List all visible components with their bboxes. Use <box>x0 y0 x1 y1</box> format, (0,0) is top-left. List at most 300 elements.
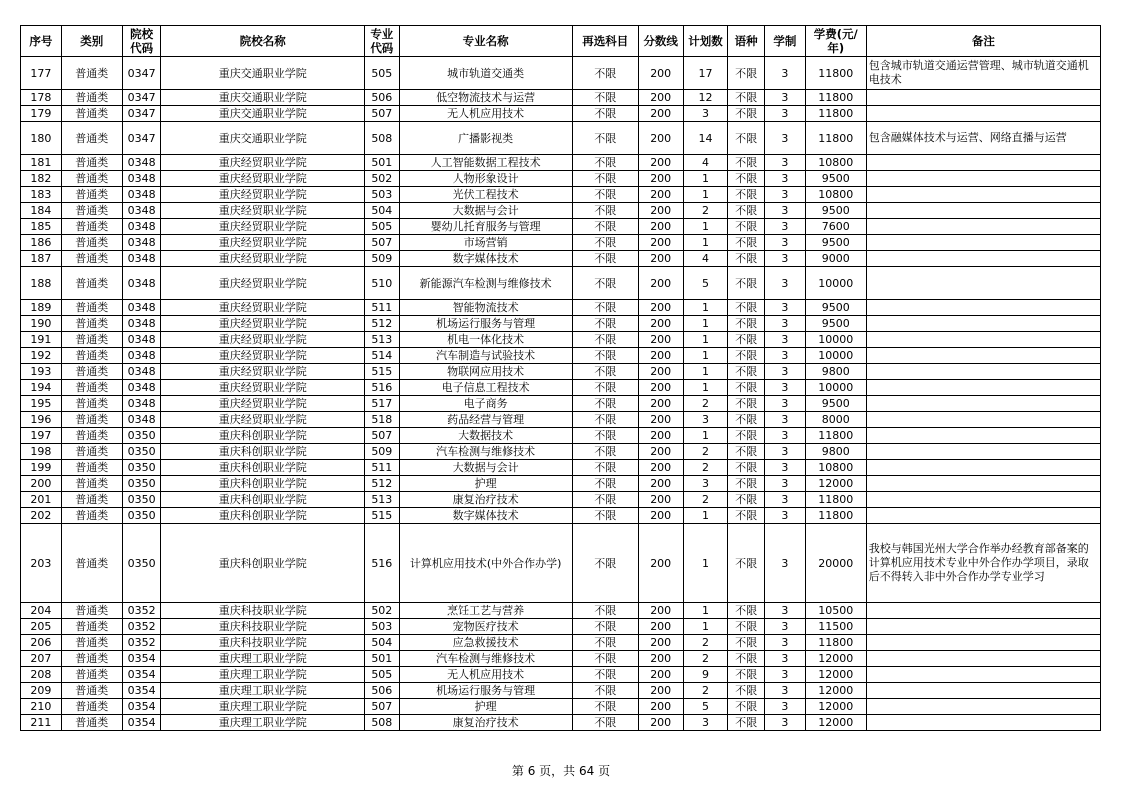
cell-col-seq: 205 <box>21 619 62 635</box>
cell-col-remark <box>866 699 1100 715</box>
cell-col-seq: 191 <box>21 332 62 348</box>
cell-col-category: 普通类 <box>61 619 122 635</box>
cell-col-plan: 2 <box>683 651 728 667</box>
cell-col-score: 200 <box>638 251 683 267</box>
cell-col-remark <box>866 267 1100 300</box>
cell-col-language: 不限 <box>728 699 765 715</box>
cell-col-score: 200 <box>638 235 683 251</box>
cell-col-school-code: 0348 <box>122 396 161 412</box>
cell-col-tuition: 9500 <box>805 203 866 219</box>
table-row <box>21 380 1101 396</box>
cell-col-school-name: 重庆科创职业学院 <box>161 428 365 444</box>
cell-col-major-name: 汽车检测与维修技术 <box>399 651 572 667</box>
cell-col-language: 不限 <box>728 635 765 651</box>
cell-col-subject: 不限 <box>572 460 638 476</box>
cell-col-school-name: 重庆理工职业学院 <box>161 667 365 683</box>
cell-col-school-code: 0348 <box>122 203 161 219</box>
table-body <box>21 57 1101 731</box>
header-col-remark: 备注 <box>866 26 1100 57</box>
cell-col-major-name: 康复治疗技术 <box>399 715 572 731</box>
cell-col-seq: 189 <box>21 300 62 316</box>
cell-col-language: 不限 <box>728 122 765 155</box>
cell-col-major-name: 护理 <box>399 699 572 715</box>
cell-col-major-name: 电子信息工程技术 <box>399 380 572 396</box>
cell-col-school-code: 0350 <box>122 524 161 603</box>
cell-col-major-code: 507 <box>365 235 400 251</box>
cell-col-category: 普通类 <box>61 187 122 203</box>
cell-col-score: 200 <box>638 348 683 364</box>
cell-col-tuition: 9000 <box>805 251 866 267</box>
cell-col-major-code: 507 <box>365 428 400 444</box>
cell-col-duration: 3 <box>765 348 806 364</box>
table-row <box>21 428 1101 444</box>
cell-col-category: 普通类 <box>61 524 122 603</box>
cell-col-duration: 3 <box>765 412 806 428</box>
cell-col-subject: 不限 <box>572 348 638 364</box>
cell-col-major-name: 宠物医疗技术 <box>399 619 572 635</box>
cell-col-category: 普通类 <box>61 699 122 715</box>
cell-col-duration: 3 <box>765 492 806 508</box>
cell-col-remark <box>866 428 1100 444</box>
cell-col-tuition: 9800 <box>805 364 866 380</box>
cell-col-plan: 1 <box>683 428 728 444</box>
cell-col-subject: 不限 <box>572 428 638 444</box>
cell-col-duration: 3 <box>765 396 806 412</box>
cell-col-school-name: 重庆科创职业学院 <box>161 444 365 460</box>
cell-col-major-name: 应急救援技术 <box>399 635 572 651</box>
table-row <box>21 667 1101 683</box>
cell-col-category: 普通类 <box>61 444 122 460</box>
table-row <box>21 57 1101 90</box>
cell-col-duration: 3 <box>765 267 806 300</box>
cell-col-tuition: 11800 <box>805 428 866 444</box>
cell-col-subject: 不限 <box>572 235 638 251</box>
cell-col-major-code: 515 <box>365 364 400 380</box>
cell-col-seq: 196 <box>21 412 62 428</box>
cell-col-duration: 3 <box>765 619 806 635</box>
cell-col-language: 不限 <box>728 106 765 122</box>
header-col-seq: 序号 <box>21 26 62 57</box>
cell-col-score: 200 <box>638 219 683 235</box>
cell-col-school-code: 0352 <box>122 603 161 619</box>
cell-col-school-code: 0347 <box>122 57 161 90</box>
cell-col-remark: 包含城市轨道交通运营管理、城市轨道交通机电技术 <box>866 57 1100 90</box>
cell-col-school-code: 0348 <box>122 267 161 300</box>
cell-col-duration: 3 <box>765 651 806 667</box>
cell-col-tuition: 10800 <box>805 155 866 171</box>
cell-col-school-name: 重庆经贸职业学院 <box>161 155 365 171</box>
cell-col-major-name: 大数据技术 <box>399 428 572 444</box>
cell-col-language: 不限 <box>728 683 765 699</box>
cell-col-remark <box>866 460 1100 476</box>
cell-col-subject: 不限 <box>572 300 638 316</box>
cell-col-duration: 3 <box>765 203 806 219</box>
cell-col-remark <box>866 508 1100 524</box>
cell-col-seq: 197 <box>21 428 62 444</box>
table-row <box>21 651 1101 667</box>
cell-col-school-name: 重庆经贸职业学院 <box>161 219 365 235</box>
cell-col-major-name: 康复治疗技术 <box>399 492 572 508</box>
cell-col-tuition: 12000 <box>805 651 866 667</box>
cell-col-tuition: 10000 <box>805 332 866 348</box>
cell-col-tuition: 10000 <box>805 267 866 300</box>
cell-col-category: 普通类 <box>61 267 122 300</box>
cell-col-language: 不限 <box>728 667 765 683</box>
cell-col-major-code: 509 <box>365 444 400 460</box>
cell-col-school-name: 重庆交通职业学院 <box>161 57 365 90</box>
cell-col-plan: 9 <box>683 667 728 683</box>
cell-col-school-name: 重庆经贸职业学院 <box>161 364 365 380</box>
cell-col-seq: 192 <box>21 348 62 364</box>
cell-col-school-code: 0350 <box>122 428 161 444</box>
cell-col-plan: 2 <box>683 203 728 219</box>
cell-col-school-code: 0348 <box>122 187 161 203</box>
cell-col-remark <box>866 667 1100 683</box>
cell-col-plan: 2 <box>683 683 728 699</box>
cell-col-seq: 182 <box>21 171 62 187</box>
cell-col-school-name: 重庆科技职业学院 <box>161 619 365 635</box>
cell-col-major-name: 物联网应用技术 <box>399 364 572 380</box>
cell-col-language: 不限 <box>728 348 765 364</box>
cell-col-subject: 不限 <box>572 90 638 106</box>
cell-col-major-name: 机电一体化技术 <box>399 332 572 348</box>
table-row <box>21 683 1101 699</box>
cell-col-language: 不限 <box>728 219 765 235</box>
cell-col-duration: 3 <box>765 715 806 731</box>
cell-col-school-code: 0352 <box>122 619 161 635</box>
cell-col-plan: 1 <box>683 187 728 203</box>
cell-col-major-name: 光伏工程技术 <box>399 187 572 203</box>
cell-col-plan: 1 <box>683 348 728 364</box>
cell-col-score: 200 <box>638 122 683 155</box>
cell-col-major-code: 516 <box>365 380 400 396</box>
cell-col-school-name: 重庆经贸职业学院 <box>161 316 365 332</box>
cell-col-school-name: 重庆理工职业学院 <box>161 715 365 731</box>
cell-col-score: 200 <box>638 667 683 683</box>
cell-col-plan: 1 <box>683 364 728 380</box>
cell-col-seq: 204 <box>21 603 62 619</box>
header-col-language: 语种 <box>728 26 765 57</box>
cell-col-language: 不限 <box>728 428 765 444</box>
cell-col-subject: 不限 <box>572 364 638 380</box>
table-row <box>21 235 1101 251</box>
cell-col-plan: 3 <box>683 106 728 122</box>
cell-col-remark <box>866 332 1100 348</box>
cell-col-school-name: 重庆经贸职业学院 <box>161 348 365 364</box>
cell-col-school-code: 0348 <box>122 364 161 380</box>
cell-col-school-code: 0354 <box>122 667 161 683</box>
cell-col-language: 不限 <box>728 619 765 635</box>
cell-col-subject: 不限 <box>572 203 638 219</box>
cell-col-major-code: 505 <box>365 219 400 235</box>
header-col-category: 类别 <box>61 26 122 57</box>
cell-col-remark <box>866 619 1100 635</box>
cell-col-seq: 181 <box>21 155 62 171</box>
cell-col-language: 不限 <box>728 603 765 619</box>
cell-col-major-code: 502 <box>365 603 400 619</box>
cell-col-tuition: 11800 <box>805 635 866 651</box>
cell-col-category: 普通类 <box>61 603 122 619</box>
cell-col-school-code: 0354 <box>122 651 161 667</box>
cell-col-score: 200 <box>638 332 683 348</box>
cell-col-language: 不限 <box>728 300 765 316</box>
cell-col-tuition: 11800 <box>805 106 866 122</box>
cell-col-language: 不限 <box>728 715 765 731</box>
cell-col-language: 不限 <box>728 380 765 396</box>
cell-col-duration: 3 <box>765 57 806 90</box>
header-col-score: 分数线 <box>638 26 683 57</box>
cell-col-school-code: 0354 <box>122 715 161 731</box>
cell-col-duration: 3 <box>765 235 806 251</box>
cell-col-remark <box>866 364 1100 380</box>
cell-col-category: 普通类 <box>61 316 122 332</box>
cell-col-language: 不限 <box>728 364 765 380</box>
cell-col-duration: 3 <box>765 380 806 396</box>
cell-col-school-name: 重庆交通职业学院 <box>161 122 365 155</box>
cell-col-plan: 5 <box>683 699 728 715</box>
cell-col-plan: 2 <box>683 444 728 460</box>
cell-col-language: 不限 <box>728 267 765 300</box>
cell-col-category: 普通类 <box>61 667 122 683</box>
cell-col-school-name: 重庆科创职业学院 <box>161 524 365 603</box>
table-row <box>21 267 1101 300</box>
cell-col-seq: 211 <box>21 715 62 731</box>
cell-col-school-name: 重庆经贸职业学院 <box>161 235 365 251</box>
cell-col-school-name: 重庆科创职业学院 <box>161 508 365 524</box>
cell-col-category: 普通类 <box>61 300 122 316</box>
cell-col-plan: 3 <box>683 715 728 731</box>
cell-col-score: 200 <box>638 476 683 492</box>
cell-col-duration: 3 <box>765 106 806 122</box>
cell-col-major-name: 市场营销 <box>399 235 572 251</box>
cell-col-school-code: 0350 <box>122 476 161 492</box>
cell-col-language: 不限 <box>728 187 765 203</box>
cell-col-school-code: 0348 <box>122 348 161 364</box>
cell-col-plan: 1 <box>683 603 728 619</box>
cell-col-major-code: 506 <box>365 90 400 106</box>
cell-col-school-code: 0354 <box>122 699 161 715</box>
cell-col-seq: 200 <box>21 476 62 492</box>
cell-col-seq: 185 <box>21 219 62 235</box>
cell-col-major-name: 新能源汽车检测与维修技术 <box>399 267 572 300</box>
cell-col-plan: 5 <box>683 267 728 300</box>
cell-col-major-code: 515 <box>365 508 400 524</box>
cell-col-category: 普通类 <box>61 412 122 428</box>
cell-col-language: 不限 <box>728 171 765 187</box>
cell-col-tuition: 10000 <box>805 380 866 396</box>
cell-col-major-name: 机场运行服务与管理 <box>399 316 572 332</box>
cell-col-subject: 不限 <box>572 412 638 428</box>
header-col-plan: 计划数 <box>683 26 728 57</box>
cell-col-subject: 不限 <box>572 619 638 635</box>
cell-col-major-code: 503 <box>365 187 400 203</box>
cell-col-seq: 177 <box>21 57 62 90</box>
cell-col-subject: 不限 <box>572 267 638 300</box>
cell-col-score: 200 <box>638 428 683 444</box>
admission-plan-table <box>20 25 1101 731</box>
cell-col-seq: 207 <box>21 651 62 667</box>
cell-col-subject: 不限 <box>572 171 638 187</box>
cell-col-duration: 3 <box>765 428 806 444</box>
cell-col-language: 不限 <box>728 412 765 428</box>
cell-col-major-name: 数字媒体技术 <box>399 251 572 267</box>
cell-col-category: 普通类 <box>61 203 122 219</box>
cell-col-school-name: 重庆交通职业学院 <box>161 90 365 106</box>
cell-col-major-name: 护理 <box>399 476 572 492</box>
cell-col-major-code: 510 <box>365 267 400 300</box>
table-row <box>21 300 1101 316</box>
cell-col-plan: 1 <box>683 332 728 348</box>
cell-col-school-name: 重庆科创职业学院 <box>161 492 365 508</box>
cell-col-language: 不限 <box>728 251 765 267</box>
cell-col-language: 不限 <box>728 235 765 251</box>
cell-col-seq: 183 <box>21 187 62 203</box>
cell-col-seq: 184 <box>21 203 62 219</box>
cell-col-school-code: 0348 <box>122 380 161 396</box>
cell-col-major-name: 大数据与会计 <box>399 203 572 219</box>
cell-col-major-code: 514 <box>365 348 400 364</box>
cell-col-duration: 3 <box>765 524 806 603</box>
cell-col-school-name: 重庆经贸职业学院 <box>161 300 365 316</box>
cell-col-major-code: 501 <box>365 651 400 667</box>
cell-col-score: 200 <box>638 508 683 524</box>
cell-col-major-name: 大数据与会计 <box>399 460 572 476</box>
cell-col-subject: 不限 <box>572 635 638 651</box>
cell-col-major-code: 509 <box>365 251 400 267</box>
cell-col-seq: 180 <box>21 122 62 155</box>
table-row <box>21 444 1101 460</box>
cell-col-major-name: 数字媒体技术 <box>399 508 572 524</box>
table-row <box>21 603 1101 619</box>
cell-col-tuition: 10000 <box>805 348 866 364</box>
cell-col-category: 普通类 <box>61 57 122 90</box>
cell-col-tuition: 9500 <box>805 235 866 251</box>
header-col-school-name: 院校名称 <box>161 26 365 57</box>
cell-col-duration: 3 <box>765 683 806 699</box>
cell-col-seq: 178 <box>21 90 62 106</box>
cell-col-remark <box>866 683 1100 699</box>
cell-col-subject: 不限 <box>572 524 638 603</box>
cell-col-language: 不限 <box>728 444 765 460</box>
cell-col-school-code: 0352 <box>122 635 161 651</box>
cell-col-tuition: 9500 <box>805 396 866 412</box>
cell-col-tuition: 11800 <box>805 492 866 508</box>
cell-col-duration: 3 <box>765 316 806 332</box>
cell-col-seq: 208 <box>21 667 62 683</box>
cell-col-school-name: 重庆经贸职业学院 <box>161 412 365 428</box>
table-row <box>21 106 1101 122</box>
cell-col-school-code: 0350 <box>122 508 161 524</box>
header-col-school-code: 院校代码 <box>122 26 161 57</box>
cell-col-seq: 186 <box>21 235 62 251</box>
cell-col-major-code: 518 <box>365 412 400 428</box>
cell-col-remark <box>866 251 1100 267</box>
cell-col-remark <box>866 106 1100 122</box>
cell-col-school-name: 重庆理工职业学院 <box>161 699 365 715</box>
cell-col-school-code: 0348 <box>122 332 161 348</box>
table-row <box>21 187 1101 203</box>
cell-col-school-code: 0354 <box>122 683 161 699</box>
cell-col-subject: 不限 <box>572 332 638 348</box>
cell-col-score: 200 <box>638 412 683 428</box>
cell-col-major-code: 507 <box>365 699 400 715</box>
cell-col-tuition: 9500 <box>805 316 866 332</box>
cell-col-duration: 3 <box>765 155 806 171</box>
cell-col-plan: 1 <box>683 524 728 603</box>
table-row <box>21 155 1101 171</box>
cell-col-remark <box>866 380 1100 396</box>
cell-col-subject: 不限 <box>572 219 638 235</box>
cell-col-school-code: 0348 <box>122 219 161 235</box>
cell-col-score: 200 <box>638 90 683 106</box>
cell-col-score: 200 <box>638 619 683 635</box>
cell-col-tuition: 11500 <box>805 619 866 635</box>
cell-col-subject: 不限 <box>572 380 638 396</box>
cell-col-major-code: 517 <box>365 396 400 412</box>
header-col-subject: 再选科目 <box>572 26 638 57</box>
cell-col-school-name: 重庆经贸职业学院 <box>161 380 365 396</box>
cell-col-category: 普通类 <box>61 235 122 251</box>
cell-col-subject: 不限 <box>572 444 638 460</box>
cell-col-major-code: 513 <box>365 332 400 348</box>
cell-col-subject: 不限 <box>572 316 638 332</box>
cell-col-school-code: 0350 <box>122 492 161 508</box>
cell-col-major-code: 512 <box>365 316 400 332</box>
cell-col-score: 200 <box>638 396 683 412</box>
cell-col-subject: 不限 <box>572 508 638 524</box>
cell-col-tuition: 12000 <box>805 715 866 731</box>
cell-col-subject: 不限 <box>572 699 638 715</box>
cell-col-major-name: 低空物流技术与运营 <box>399 90 572 106</box>
cell-col-score: 200 <box>638 171 683 187</box>
cell-col-major-code: 508 <box>365 122 400 155</box>
table-row <box>21 635 1101 651</box>
cell-col-subject: 不限 <box>572 106 638 122</box>
cell-col-major-code: 516 <box>365 524 400 603</box>
cell-col-school-name: 重庆交通职业学院 <box>161 106 365 122</box>
cell-col-major-name: 机场运行服务与管理 <box>399 683 572 699</box>
cell-col-seq: 193 <box>21 364 62 380</box>
cell-col-tuition: 12000 <box>805 476 866 492</box>
cell-col-category: 普通类 <box>61 683 122 699</box>
cell-col-duration: 3 <box>765 300 806 316</box>
cell-col-plan: 1 <box>683 508 728 524</box>
cell-col-seq: 187 <box>21 251 62 267</box>
cell-col-subject: 不限 <box>572 715 638 731</box>
table-row <box>21 524 1101 603</box>
cell-col-school-name: 重庆理工职业学院 <box>161 651 365 667</box>
cell-col-remark <box>866 300 1100 316</box>
cell-col-major-code: 507 <box>365 106 400 122</box>
cell-col-school-code: 0348 <box>122 316 161 332</box>
cell-col-category: 普通类 <box>61 90 122 106</box>
cell-col-seq: 203 <box>21 524 62 603</box>
cell-col-tuition: 12000 <box>805 667 866 683</box>
cell-col-category: 普通类 <box>61 651 122 667</box>
cell-col-score: 200 <box>638 715 683 731</box>
cell-col-duration: 3 <box>765 635 806 651</box>
cell-col-duration: 3 <box>765 219 806 235</box>
cell-col-plan: 1 <box>683 219 728 235</box>
cell-col-plan: 2 <box>683 635 728 651</box>
cell-col-major-name: 广播影视类 <box>399 122 572 155</box>
cell-col-subject: 不限 <box>572 667 638 683</box>
cell-col-remark <box>866 316 1100 332</box>
cell-col-score: 200 <box>638 444 683 460</box>
cell-col-plan: 1 <box>683 300 728 316</box>
cell-col-language: 不限 <box>728 57 765 90</box>
cell-col-score: 200 <box>638 492 683 508</box>
